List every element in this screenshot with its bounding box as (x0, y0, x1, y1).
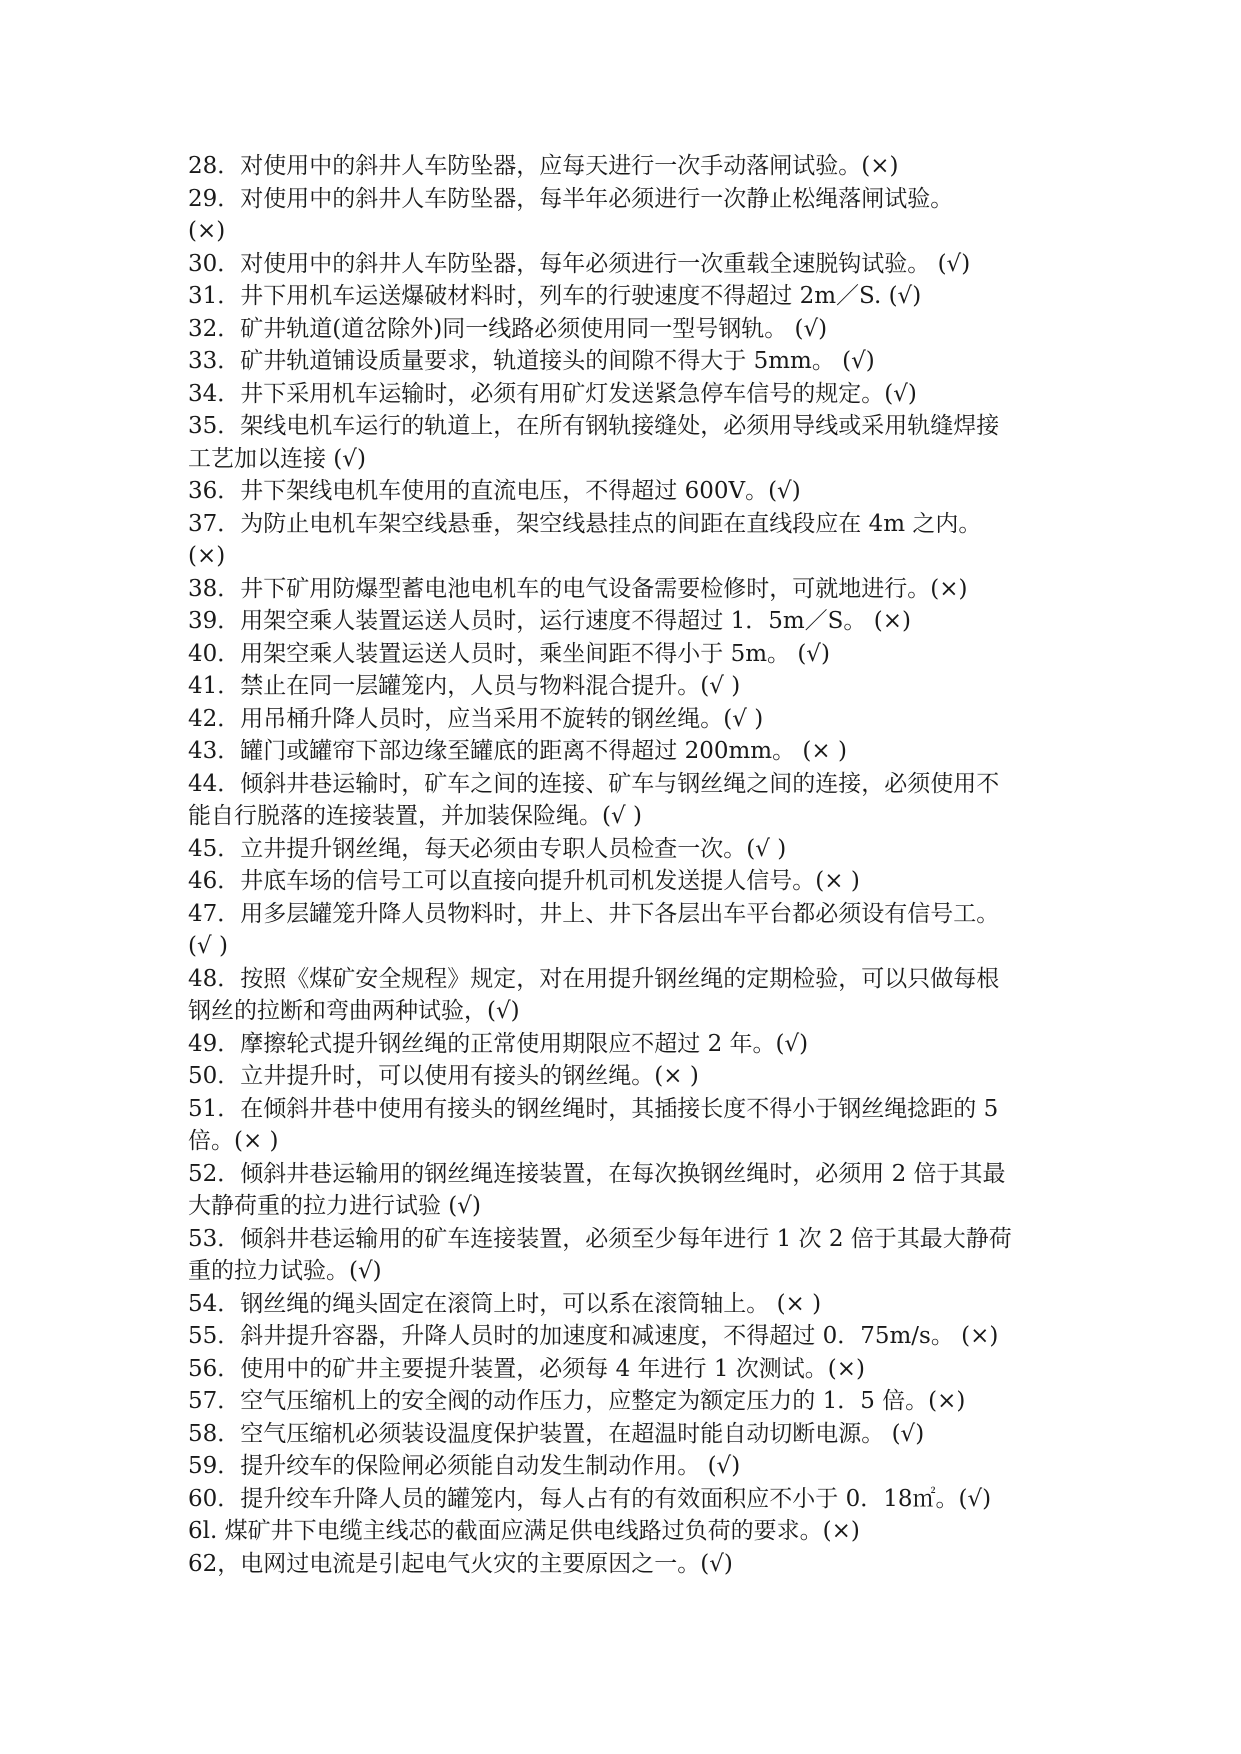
text-line: 41．禁止在同一层罐笼内，人员与物料混合提升。(√ ) (188, 673, 741, 699)
text-line: 44．倾斜井巷运输时，矿车之间的连接、矿车与钢丝绳之间的连接，必须使用不 (188, 770, 1000, 797)
text-line: 32．矿井轨道(道岔除外)同一线路必须使用同一型号钢轨。 (√) (188, 315, 828, 342)
text-line: 48．按照《煤矿安全规程》规定，对在用提升钢丝绳的定期检验，可以只做每根 (188, 965, 1000, 992)
text-line: 34．井下采用机车运输时，必须有用矿灯发送紧急停车信号的规定。(√) (188, 380, 917, 407)
text-line: 钢丝的拉断和弯曲两种试验，(√) (188, 998, 520, 1024)
text-line: 30．对使用中的斜井人车防坠器，每年必须进行一次重载全速脱钩试验。 (√) (188, 250, 971, 277)
text-line: 60．提升绞车升降人员的罐笼内，每人占有的有效面积应不小于 0．18㎡。(√) (188, 1485, 992, 1512)
text-line: 31．井下用机车运送爆破材料时，列车的行驶速度不得超过 2m／S. (√) (188, 283, 922, 309)
text-line: 55．斜井提升容器，升降人员时的加速度和减速度，不得超过 0．75m/s。 (×) (188, 1323, 999, 1349)
text-line: 52．倾斜井巷运输用的钢丝绳连接装置，在每次换钢丝绳时，必须用 2 倍于其最 (188, 1160, 1006, 1187)
text-line: 54．钢丝绳的绳头固定在滚筒上时，可以系在滚筒轴上。 (× ) (188, 1290, 822, 1317)
text-line: 倍。(× ) (188, 1128, 279, 1154)
text-line: 6l. 煤矿井下电缆主线芯的截面应满足供电线路过负荷的要求。(×) (188, 1518, 860, 1544)
text-line: 37．为防止电机车架空线悬垂，架空线悬挂点的间距在直线段应在 4m 之内。 (188, 510, 982, 537)
text-line: 29．对使用中的斜井人车防坠器，每半年必须进行一次静止松绳落闸试验。 (188, 185, 954, 212)
text-line: (√ ) (188, 933, 228, 959)
text-line: 49．摩擦轮式提升钢丝绳的正常使用期限应不超过 2 年。(√) (188, 1030, 809, 1057)
text-line: 36．井下架线电机车使用的直流电压，不得超过 600V。(√) (188, 478, 801, 504)
text-line: 39．用架空乘人装置运送人员时，运行速度不得超过 1．5m／S。 (×) (188, 608, 911, 634)
text-line: 58．空气压缩机必须装设温度保护装置，在超温时能自动切断电源。 (√) (188, 1420, 925, 1447)
text-line: 工艺加以连接 (√) (188, 445, 366, 472)
text-line: 大静荷重的拉力进行试验 (√) (188, 1193, 481, 1219)
text-line: (×) (188, 543, 226, 569)
text-line: 46．井底车场的信号工可以直接向提升机司机发送提人信号。(× ) (188, 868, 860, 894)
text-line: 33．矿井轨道铺设质量要求，轨道接头的间隙不得大于 5mm。 (√) (188, 348, 875, 374)
text-line: (×) (188, 218, 226, 244)
text-line: 47．用多层罐笼升降人员物料时，井上、井下各层出车平台都必须设有信号工。 (188, 900, 1000, 927)
text-line: 57．空气压缩机上的安全阀的动作压力，应整定为额定压力的 1．5 倍。(×) (188, 1388, 966, 1414)
text-line: 45．立井提升钢丝绳，每天必须由专职人员检查一次。(√ ) (188, 835, 787, 862)
text-line: 62，电网过电流是引起电气火灾的主要原因之一。(√) (188, 1550, 733, 1577)
text-line: 51．在倾斜井巷中使用有接头的钢丝绳时，其插接长度不得小于钢丝绳捻距的 5 (188, 1095, 999, 1122)
text-line: 38．井下矿用防爆型蓄电池电机车的电气设备需要检修时，可就地进行。(×) (188, 575, 968, 602)
text-line: 40．用架空乘人装置运送人员时，乘坐间距不得小于 5m。 (√) (188, 640, 830, 667)
document-body (188, 150, 1058, 1580)
text-line: 59．提升绞车的保险闸必须能自动发生制动作用。 (√) (188, 1453, 741, 1479)
text-line: 42．用吊桶升降人员时，应当采用不旋转的钢丝绳。(√ ) (188, 705, 764, 732)
text-line: 53．倾斜井巷运输用的矿车连接装置，必须至少每年进行 1 次 2 倍于其最大静荷 (188, 1225, 1012, 1252)
text-line: 28．对使用中的斜井人车防坠器，应每天进行一次手动落闸试验。(×) (188, 153, 899, 179)
text-line: 56．使用中的矿井主要提升装置，必须每 4 年进行 1 次测试。(×) (188, 1355, 865, 1382)
text-line: 35．架线电机车运行的轨道上，在所有钢轨接缝处，必须用导线或采用轨缝焊接 (188, 413, 1000, 439)
text-line: 重的拉力试验。(√) (188, 1258, 382, 1284)
text-line: 43．罐门或罐帘下部边缘至罐底的距离不得超过 200mm。 (× ) (188, 738, 847, 764)
text-line: 50．立井提升时，可以使用有接头的钢丝绳。(× ) (188, 1063, 699, 1089)
text-line: 能自行脱落的连接装置，并加装保险绳。(√ ) (188, 803, 642, 829)
